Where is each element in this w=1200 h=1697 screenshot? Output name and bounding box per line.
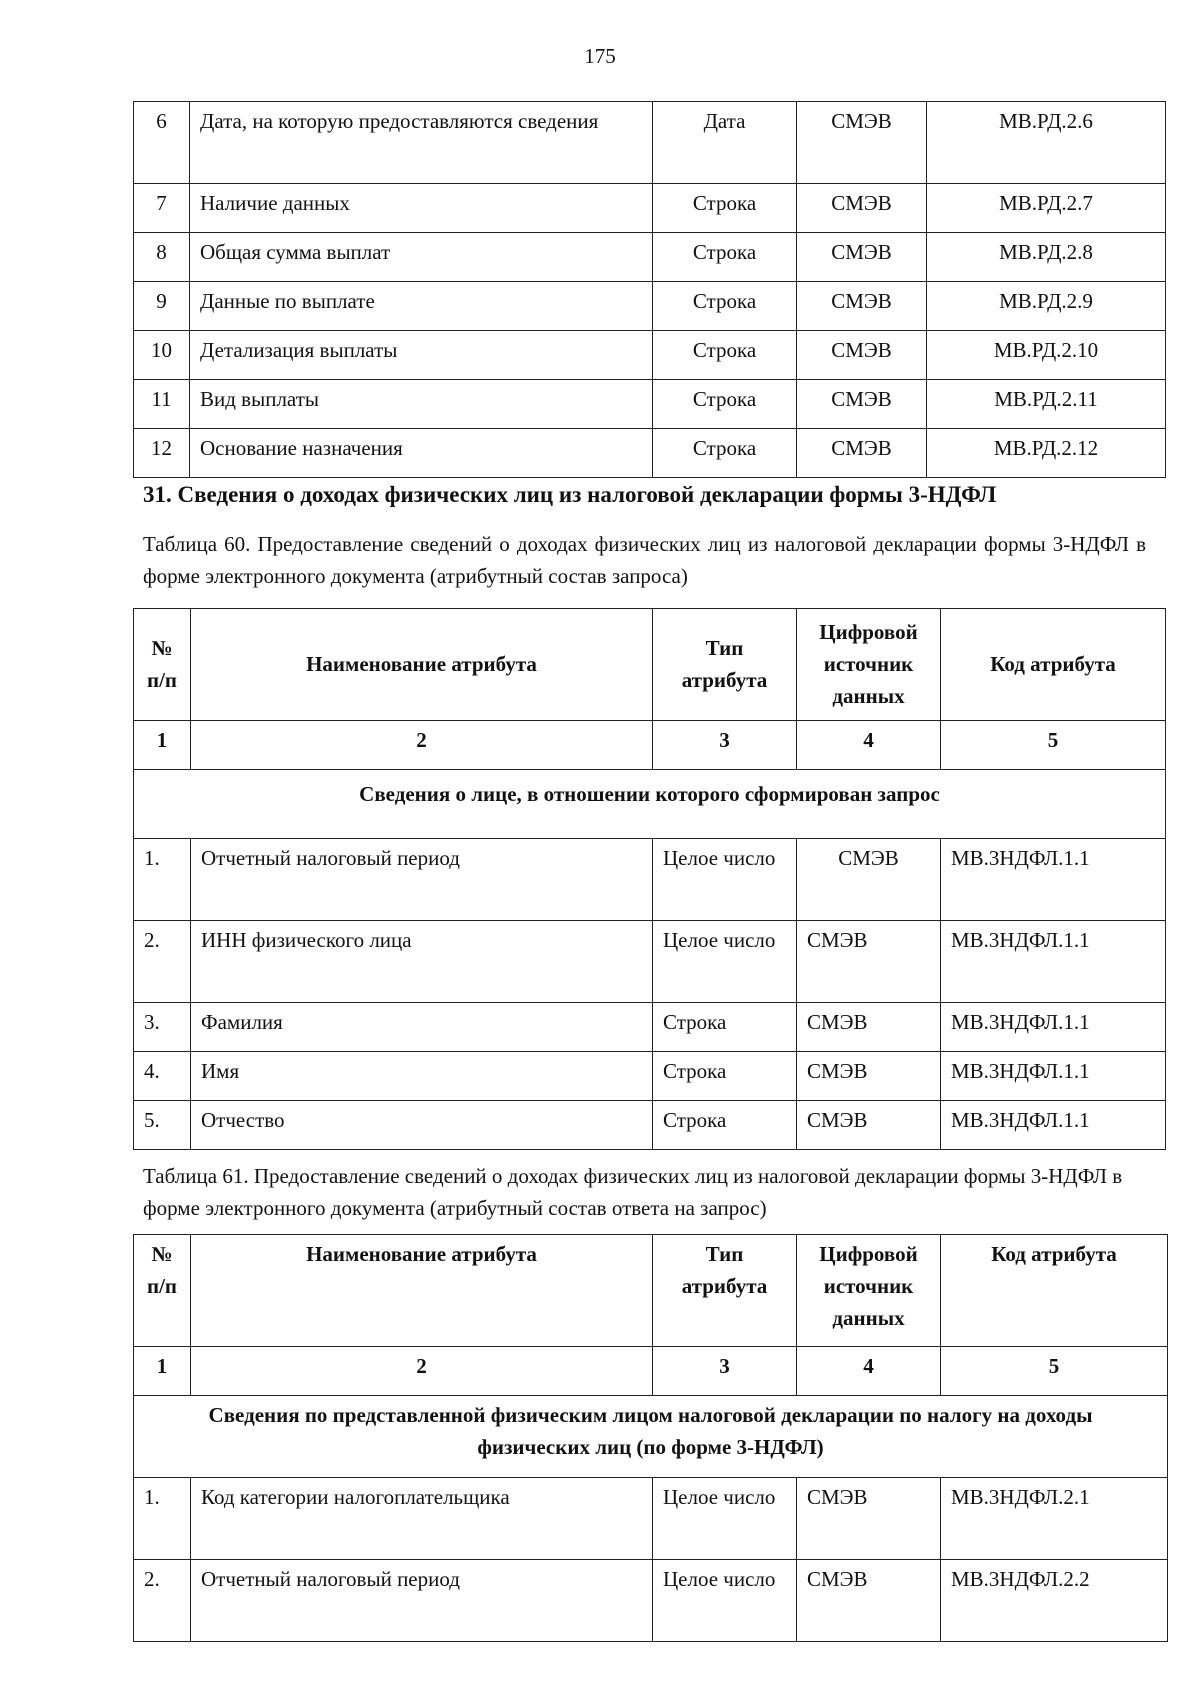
table-60-caption: Таблица 60. Предоставление сведений о доходах физических лиц из налоговой декларации формы 3-НДФЛ в форме электронного документа (атрибутный состав запроса) — [143, 532, 1146, 588]
row-number: 7 — [134, 184, 190, 233]
header-source: Цифровой источник данных — [797, 609, 941, 721]
header-name: Наименование атрибута — [191, 609, 653, 721]
attribute-code: МВ.3НДФЛ.1.1 — [941, 1052, 1166, 1101]
data-source: СМЭВ — [797, 1003, 941, 1052]
row-number: 12 — [134, 429, 190, 478]
data-source: СМЭВ — [797, 331, 927, 380]
attribute-code: МВ.3НДФЛ.2.2 — [941, 1560, 1168, 1642]
attribute-type: Строка — [653, 380, 797, 429]
header-num: № п/п — [134, 1235, 191, 1347]
attribute-name: Основание назначения — [190, 429, 653, 478]
table-header-row — [134, 1235, 1168, 1347]
col-number: 5 — [941, 1347, 1168, 1396]
group-title: Сведения о лице, в отношении которого сформирован запрос — [134, 770, 1166, 839]
attribute-code: МВ.3НДФЛ.1.1 — [941, 1101, 1166, 1150]
attribute-type: Строка — [653, 282, 797, 331]
attribute-name: Имя — [191, 1052, 653, 1101]
row-number: 10 — [134, 331, 190, 380]
table-row — [134, 839, 1166, 921]
attribute-type: Строка — [653, 233, 797, 282]
col-number: 3 — [653, 1347, 797, 1396]
table-row — [134, 429, 1166, 478]
row-number: 2. — [134, 1560, 191, 1642]
header-num: № п/п — [134, 609, 191, 721]
attribute-name: ИНН физического лица — [191, 921, 653, 1003]
attribute-code: МВ.РД.2.12 — [927, 429, 1166, 478]
col-number: 4 — [797, 721, 941, 770]
row-number: 1. — [134, 839, 191, 921]
data-source: СМЭВ — [797, 921, 941, 1003]
row-number: 8 — [134, 233, 190, 282]
attribute-name: Дата, на которую предоставляются сведения — [190, 102, 653, 184]
row-number: 4. — [134, 1052, 191, 1101]
data-source: СМЭВ — [797, 1478, 941, 1560]
data-source: СМЭВ — [797, 429, 927, 478]
table-row — [134, 1003, 1166, 1052]
attribute-type: Строка — [653, 429, 797, 478]
row-number: 11 — [134, 380, 190, 429]
header-code: Код атрибута — [941, 609, 1166, 721]
header-name: Наименование атрибута — [191, 1235, 653, 1347]
data-source: СМЭВ — [797, 184, 927, 233]
table-row — [134, 1101, 1166, 1150]
data-source: СМЭВ — [797, 1101, 941, 1150]
attribute-code: МВ.3НДФЛ.2.1 — [941, 1478, 1168, 1560]
header-type: Тип атрибута — [653, 1235, 797, 1347]
continuation-table — [133, 101, 1166, 478]
data-source: СМЭВ — [797, 380, 927, 429]
row-number: 5. — [134, 1101, 191, 1150]
table-row — [134, 282, 1166, 331]
table-row — [134, 331, 1166, 380]
attribute-code: МВ.РД.2.9 — [927, 282, 1166, 331]
col-number: 5 — [941, 721, 1166, 770]
table-header-row — [134, 609, 1166, 721]
attribute-name: Вид выплаты — [190, 380, 653, 429]
attribute-type: Строка — [653, 1101, 797, 1150]
row-number: 1. — [134, 1478, 191, 1560]
attribute-code: МВ.РД.2.10 — [927, 331, 1166, 380]
col-number: 3 — [653, 721, 797, 770]
col-number: 4 — [797, 1347, 941, 1396]
attribute-name: Данные по выплате — [190, 282, 653, 331]
column-number-row — [134, 721, 1166, 770]
attribute-name: Фамилия — [191, 1003, 653, 1052]
attribute-type: Строка — [653, 1003, 797, 1052]
attribute-name: Отчетный налоговый период — [191, 839, 653, 921]
attribute-code: МВ.3НДФЛ.1.1 — [941, 1003, 1166, 1052]
attribute-type: Целое число — [653, 1560, 797, 1642]
table-row — [134, 380, 1166, 429]
header-source: Цифровой источник данных — [797, 1235, 941, 1347]
attribute-type: Целое число — [653, 1478, 797, 1560]
table-row — [134, 1478, 1168, 1560]
attribute-code: МВ.РД.2.7 — [927, 184, 1166, 233]
attribute-code: МВ.РД.2.6 — [927, 102, 1166, 184]
group-title: Сведения по представленной физическим лицом налоговой декларации по налогу на доходы физических лиц (по форме 3-НДФЛ) — [134, 1396, 1168, 1478]
data-source: СМЭВ — [797, 233, 927, 282]
row-number: 3. — [134, 1003, 191, 1052]
header-code: Код атрибута — [941, 1235, 1168, 1347]
attribute-code: МВ.РД.2.8 — [927, 233, 1166, 282]
page-number: 175 — [584, 44, 616, 68]
attribute-type: Строка — [653, 1052, 797, 1101]
table-row — [134, 921, 1166, 1003]
attribute-name: Код категории налогоплательщика — [191, 1478, 653, 1560]
attribute-code: МВ.3НДФЛ.1.1 — [941, 839, 1166, 921]
data-source: СМЭВ — [797, 1052, 941, 1101]
col-number: 2 — [191, 721, 653, 770]
attribute-type: Дата — [653, 102, 797, 184]
attribute-code: МВ.РД.2.11 — [927, 380, 1166, 429]
data-source: СМЭВ — [797, 102, 927, 184]
table-61-caption: Таблица 61. Предоставление сведений о доходах физических лиц из налоговой декларации формы 3-НДФЛ в форме электронного документа (атрибутный состав ответа на запрос) — [143, 1164, 1123, 1220]
col-number: 1 — [134, 1347, 191, 1396]
attribute-type: Строка — [653, 184, 797, 233]
table-row — [134, 184, 1166, 233]
attribute-type: Строка — [653, 331, 797, 380]
row-number: 6 — [134, 102, 190, 184]
table-row — [134, 102, 1166, 184]
attribute-type: Целое число — [653, 921, 797, 1003]
row-number: 9 — [134, 282, 190, 331]
data-source: СМЭВ — [797, 1560, 941, 1642]
table-row — [134, 1560, 1168, 1642]
table-row — [134, 233, 1166, 282]
column-number-row — [134, 1347, 1168, 1396]
header-type: Тип атрибута — [653, 609, 797, 721]
table-row — [134, 1052, 1166, 1101]
attribute-type: Целое число — [653, 839, 797, 921]
table-60 — [133, 608, 1166, 1150]
attribute-name: Наличие данных — [190, 184, 653, 233]
col-number: 2 — [191, 1347, 653, 1396]
attribute-name: Отчетный налоговый период — [191, 1560, 653, 1642]
col-number: 1 — [134, 721, 191, 770]
attribute-name: Отчество — [191, 1101, 653, 1150]
group-row — [134, 770, 1166, 839]
row-number: 2. — [134, 921, 191, 1003]
section-heading: 31. Сведения о доходах физических лиц из налоговой декларации формы 3-НДФЛ — [143, 482, 997, 507]
data-source: СМЭВ — [797, 839, 941, 921]
attribute-code: МВ.3НДФЛ.1.1 — [941, 921, 1166, 1003]
group-row — [134, 1396, 1168, 1478]
table-61 — [133, 1234, 1168, 1642]
attribute-name: Детализация выплаты — [190, 331, 653, 380]
data-source: СМЭВ — [797, 282, 927, 331]
attribute-name: Общая сумма выплат — [190, 233, 653, 282]
